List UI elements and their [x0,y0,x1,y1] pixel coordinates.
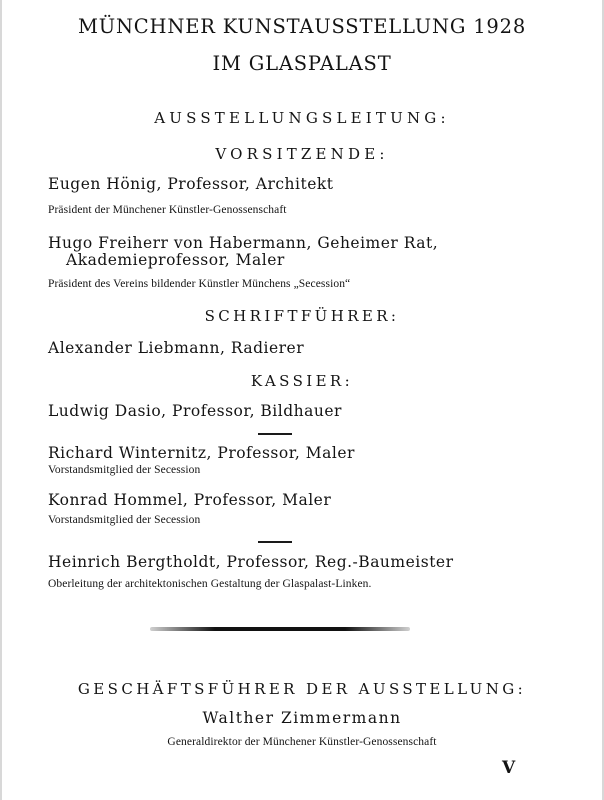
person-role-bergtholdt: Oberleitung der architektonischen Gestaltung der Glaspalast-Linken. [48,578,372,590]
divider-short [258,433,292,435]
section-heading-schriftfuehrer: SCHRIFTFÜHRER: [204,307,400,325]
person-name-habermann-line2: Akademieprofessor, Maler [66,251,285,269]
section-heading-vorsitzende: VORSITZENDE: [215,145,389,163]
person-role-habermann: Präsident des Vereins bildender Künstler Münchens „Secession“ [48,278,351,290]
person-name-hoenig: Eugen Hönig, Professor, Architekt [48,175,334,193]
divider-ornamental [150,627,410,631]
page-title-line2: IM GLASPALAST [212,52,392,75]
person-name-habermann-line1: Hugo Freiherr von Habermann, Geheimer Rat, [48,234,439,252]
divider-short [258,541,292,543]
page-number: V [502,758,516,778]
person-role-winternitz: Vorstandsmitglied der Secession [48,464,201,476]
person-name-hommel: Konrad Hommel, Professor, Maler [48,491,332,509]
person-role-hommel: Vorstandsmitglied der Secession [48,514,201,526]
person-role-zimmermann: Generaldirektor der Münchener Künstler-Genossenschaft [167,736,437,748]
person-name-dasio: Ludwig Dasio, Professor, Bildhauer [48,402,342,420]
person-name-bergtholdt: Heinrich Bergtholdt, Professor, Reg.-Baumeister [48,553,454,571]
section-heading-ausstellungsleitung: AUSSTELLUNGSLEITUNG: [154,109,450,127]
person-name-zimmermann: Walther Zimmermann [202,709,402,727]
person-name-winternitz: Richard Winternitz, Professor, Maler [48,444,355,462]
section-heading-kassier: KASSIER: [250,372,354,390]
person-role-hoenig: Präsident der Münchener Künstler-Genossenschaft [48,204,287,216]
page-title-line1: MÜNCHNER KUNSTAUSSTELLUNG 1928 [77,15,527,38]
person-name-liebmann: Alexander Liebmann, Radierer [48,339,305,357]
section-heading-geschaeftsfuehrer: GESCHÄFTSFÜHRER DER AUSSTELLUNG: [77,680,527,698]
